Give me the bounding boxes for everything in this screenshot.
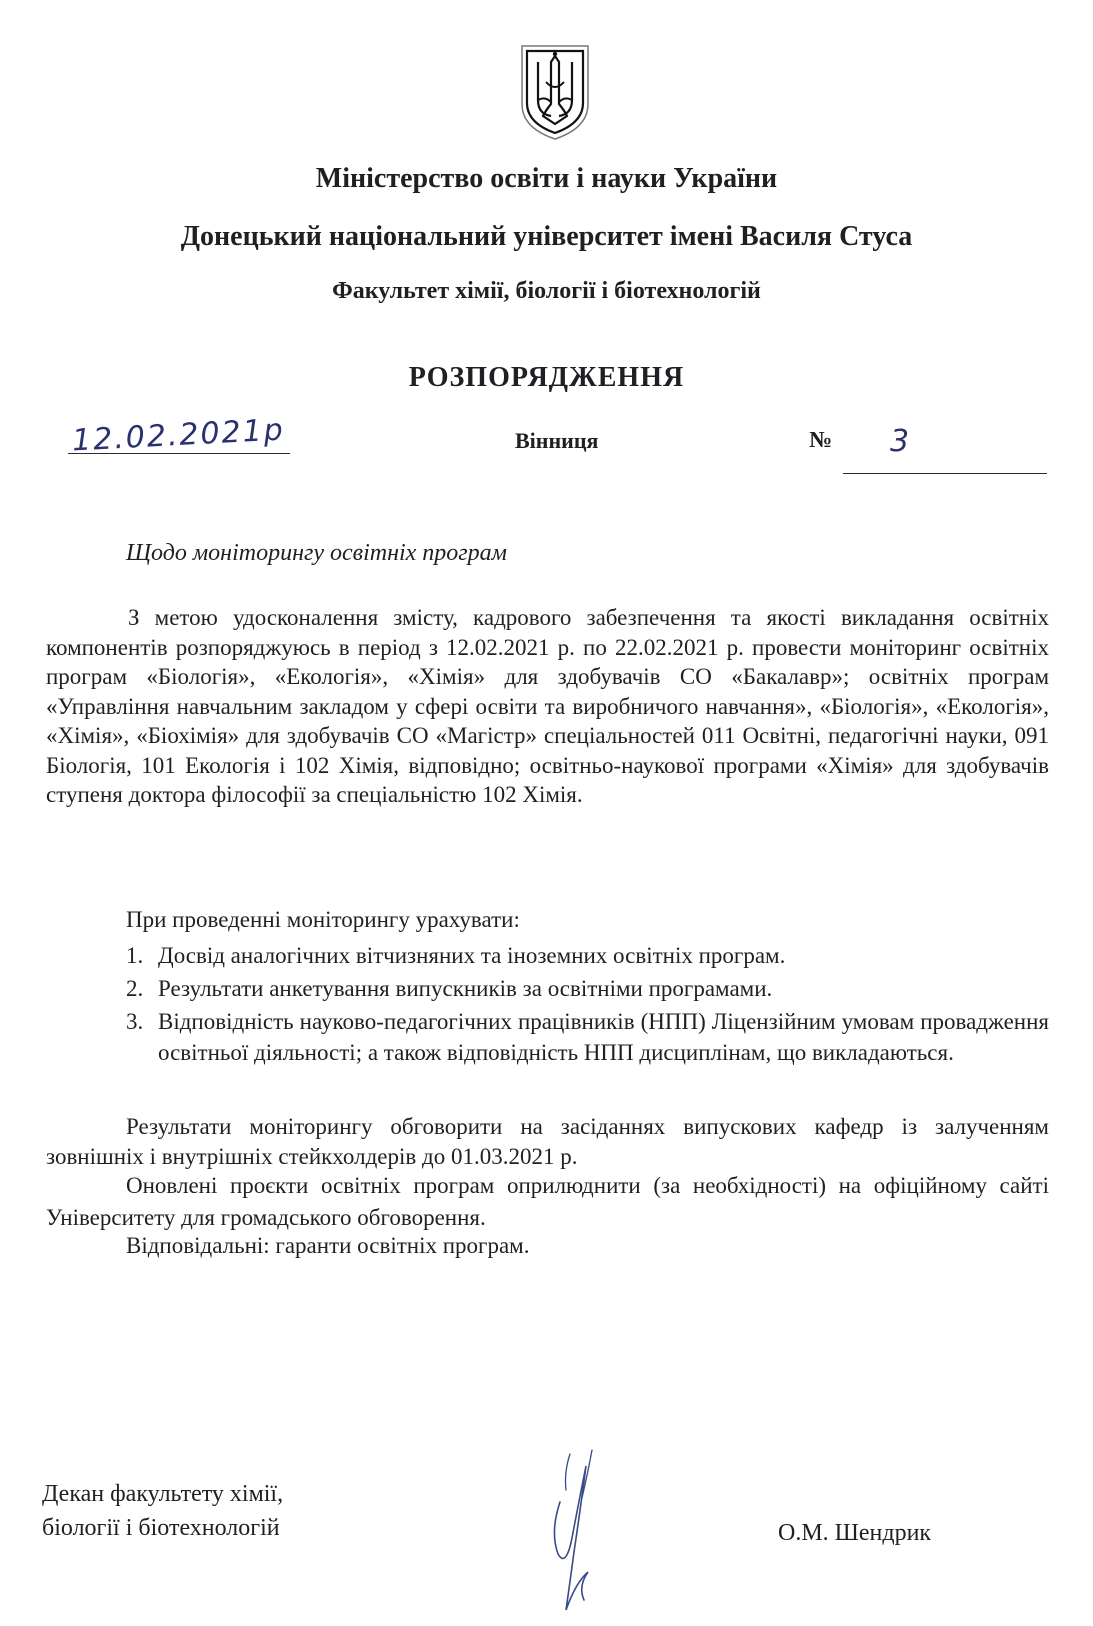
list-item-number: 2.: [126, 976, 144, 1001]
consider-label: При проведенні моніторингу урахувати:: [126, 907, 520, 932]
list-item: [46, 1006, 1049, 1068]
ministry-heading: Міністерство освіти і науки України: [315, 163, 778, 194]
responsible-line: Відповідальні: гаранти освітніх програм.: [126, 1233, 530, 1258]
university-heading: Донецький національний університет імені Василя Стуса: [180, 221, 913, 252]
document-subject: Щодо моніторингу освітніх програм: [126, 540, 507, 566]
signatory-name: О.М. Шендрик: [778, 1520, 932, 1546]
monitoring-criteria-list: [46, 940, 1049, 1070]
list-item: [46, 940, 1049, 971]
list-item-text: Досвід аналогічних вітчизняних та іноземних освітніх програм.: [158, 943, 786, 968]
list-item-text: Результати анкетування випускників за освітніми програмами.: [158, 976, 773, 1001]
signatory-title: [42, 1477, 283, 1545]
handwritten-number: 3: [890, 424, 910, 459]
signatory-title-line1: Декан факультету хімії,: [42, 1481, 284, 1507]
number-sign: №: [809, 427, 833, 452]
list-item-number: 3.: [126, 1009, 144, 1034]
city-label: Вінниця: [515, 428, 599, 453]
list-item: [46, 973, 1049, 1004]
handwritten-signature: [530, 1442, 620, 1622]
faculty-heading: Факультет хімії, біології і біотехнологій: [332, 278, 761, 304]
results-paragraph: Результати моніторингу обговорити на засіданнях випускових кафедр із залученням зовнішніх і внутрішніх стейкхолдерів до 01.03.2021 р.: [46, 1114, 1049, 1169]
number-underline: [843, 473, 1047, 474]
intro-paragraph: З метою удосконалення змісту, кадрового забезпечення та якості викладання освітніх компонентів розпоряджуюсь в період з 12.02.2021 р. по 22.02.2021 р. провести моніторинг освітніх програм «Біологія», «Екологія», «Хімія» для здобувачів СО «Бакалавр»; освітніх програм «Управління навчальним закладом у сфері освіти та виробничого навчання», «Біологія», «Екологія», «Хімія», «Біохімія» для здобувачів СО «Магістр» спеціальностей 011 Освітні, педагогічні науки, 091 Біологія, 101 Екологія і 102 Хімія, відповідно; освітньо-наукової програми «Хімія» для здобувачів ступеня доктора філософії за спеціальністю 102 Хімія.: [46, 605, 1049, 807]
updated-programs-paragraph: Оновлені проєкти освітніх програм оприлюднити (за необхідності) на офіційному сайті Університету для громадського обговорення.: [46, 1173, 1049, 1230]
handwritten-date: 12.02.2021р: [71, 412, 286, 459]
tryzub-coat-of-arms-icon: [518, 42, 592, 142]
document-type-title: РОЗПОРЯДЖЕННЯ: [408, 362, 685, 393]
list-item-number: 1.: [126, 943, 144, 968]
list-item-text: Відповідність науково-педагогічних працівників (НПП) Ліцензійним умовам провадження освітньої діяльності; а також відповідність НПП дисциплінам, що викладаються.: [158, 1009, 1049, 1065]
signatory-title-line2: біології і біотехнологій: [42, 1515, 280, 1541]
